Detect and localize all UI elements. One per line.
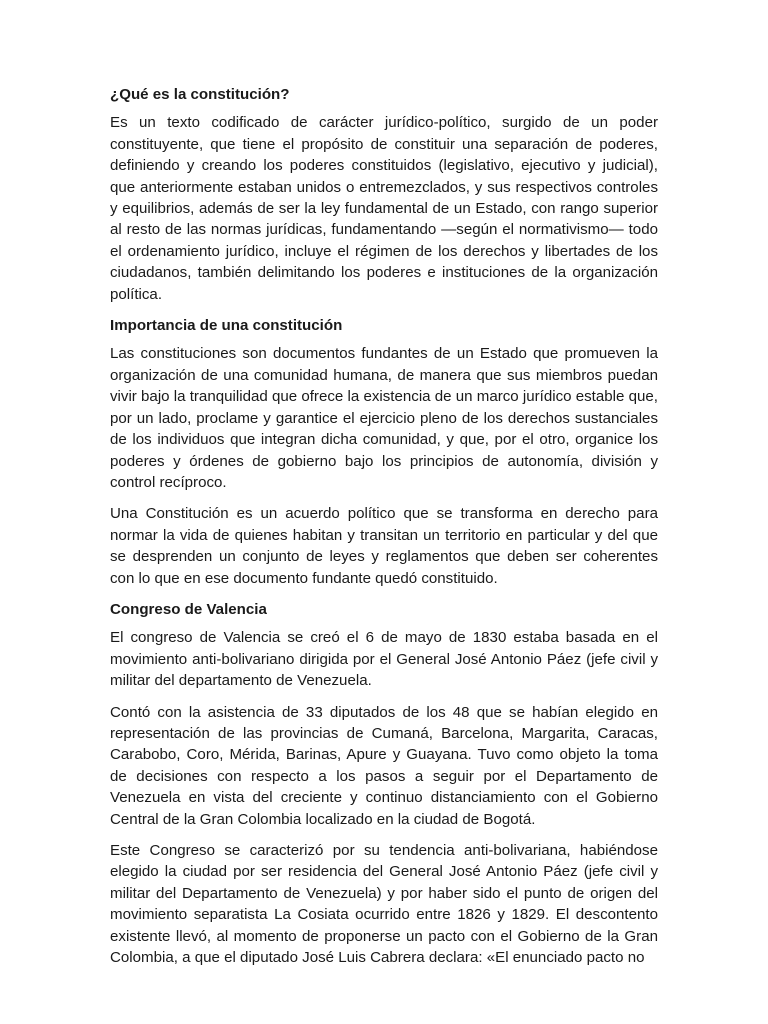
heading-que-es-constitucion: ¿Qué es la constitución? <box>110 86 290 103</box>
paragraph-definicion: Es un texto codificado de carácter jurídico-político, surgido de un poder constituyente, que tiene el propósito de constituir una separación de poderes, definiendo y creando los poderes constituidos (legislativo, ejecutivo y judicial), que anteriormente estaban unidos o entremezclados, y sus respectivos controles y equilibrios, además de ser la ley fundamental de un Estado, con rango superior al resto de las normas jurídicas, fundamentando —según el normativismo— todo el ordenamiento jurídico, incluye el régimen de los derechos y libertades de los ciudadanos, también delimitando los poderes e instituciones de la organización política. <box>110 114 658 303</box>
paragraph-congreso-2: Contó con la asistencia de 33 diputados de los 48 que se habían elegido en representación de las provincias de Cumaná, Barcelona, Margarita, Caracas, Carabobo, Coro, Mérida, Barinas, Apure y Guayana. Tuvo como objeto la toma de decisiones con respecto a los pasos a seguir por el Departamento de Venezuela en vista del creciente y continuo distanciamiento con el Gobierno Central de la Gran Colombia localizado en la ciudad de Bogotá. <box>110 703 658 828</box>
paragraph-congreso-1: El congreso de Valencia se creó el 6 de mayo de 1830 estaba basada en el movimiento anti-bolivariano dirigida por el General José Antonio Páez (jefe civil y militar del departamento de Venezuela. <box>110 629 658 690</box>
paragraph-importancia-2: Una Constitución es un acuerdo político que se transforma en derecho para normar la vida de quienes habitan y transitan un territorio en particular y del que se desprenden un conjunto de leyes y reglamentos que deben ser coherentes con lo que en ese documento fundante quedó constituido. <box>110 505 658 587</box>
heading-congreso-valencia: Congreso de Valencia <box>110 600 267 618</box>
heading-importancia: Importancia de una constitución <box>110 317 343 335</box>
document-page <box>110 84 658 968</box>
paragraph-importancia-1: Las constituciones son documentos fundantes de un Estado que promueven la organización de una comunidad humana, de manera que sus miembros puedan vivir bajo la tranquilidad que ofrece la existencia de un marco jurídico estable que, por un lado, proclame y garantice el ejercicio pleno de los derechos sustanciales de los individuos que integran dicha comunidad, y que, por el otro, organice los poderes y órdenes de gobierno bajo los principios de autonomía, división y control recíproco. <box>110 345 658 491</box>
paragraph-congreso-3: Este Congreso se caracterizó por su tendencia anti-bolivariana, habiéndose elegido la ciudad por ser residencia del General José Antonio Páez (jefe civil y militar del Departamento de Venezuela) y por haber sido el punto de origen del movimiento separatista La Cosiata ocurrido entre 1826 y 1829. El descontento existente llevó, al momento de proponerse un pacto con el Gobierno de la Gran Colombia, a que el diputado José Luis Cabrera declara: «El enunciado pacto no <box>110 842 658 967</box>
